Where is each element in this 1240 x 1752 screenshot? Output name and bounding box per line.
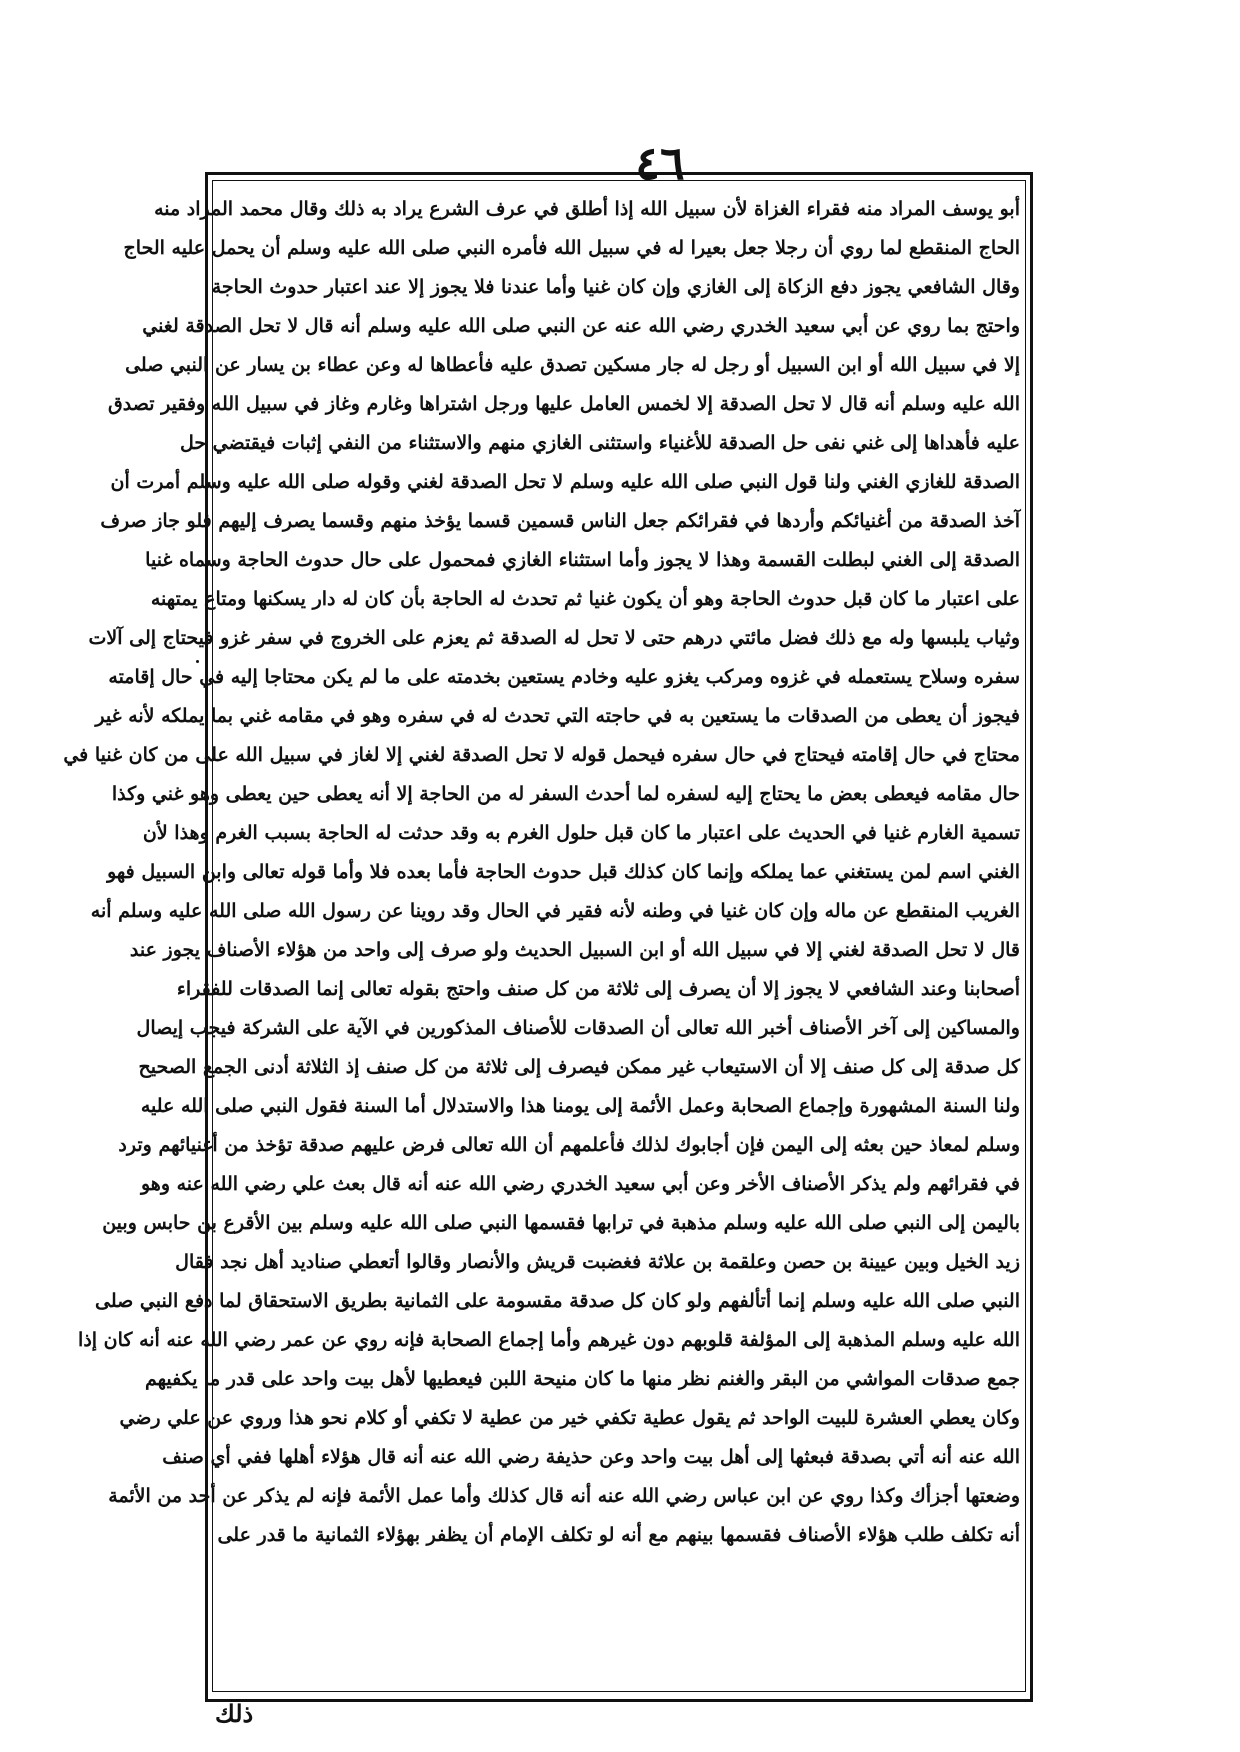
text-line: واحتج بما روي عن أبي سعيد الخدري رضي الله عنه عن النبي صلى الله عليه وسلم أنه قال لا تحل الصدقة لغني — [142, 315, 1020, 337]
text-line: وكان يعطي العشرة للبيت الواحد ثم يقول عطية تكفي خير من عطية لا تكفي أو كلام نحو هذا وروي عن علي رضي — [119, 1407, 1020, 1429]
text-line: فيجوز أن يعطى من الصدقات ما يستعين به في حاجته التي تحدث له في سفره وهو في مقامه غني بما يملكه لأنه غير — [95, 705, 1020, 727]
text-line: زيد الخيل وبين عيينة بن حصن وعلقمة بن علاثة فغضبت قريش والأنصار وقالوا أتعطي صناديد أهل نجد فقال — [175, 1251, 1020, 1273]
catchword: ذلك — [215, 1699, 254, 1728]
text-line: ولنا السنة المشهورة وإجماع الصحابة وعمل الأئمة إلى يومنا هذا والاستدلال أما السنة فقول النبي صلى الله عليه — [140, 1095, 1020, 1117]
text-line: وثياب يلبسها وله مع ذلك فضل مائتي درهم حتى لا تحل له الصدقة ثم يعزم على الخروج في سفر غزو فيحتاج إلى آلات — [88, 627, 1020, 649]
text-line: الغريب المنقطع عن ماله وإن كان غنيا في وطنه لأنه فقير في الحال وقد روينا عن رسول الله صلى الله عليه وسلم أنه — [90, 900, 1020, 922]
text-line: وقال الشافعي يجوز دفع الزكاة إلى الغازي وإن كان غنيا وأما عندنا فلا يجوز إلا عند اعتبار حدوث الحاجة — [211, 276, 1020, 298]
text-line: إلا في سبيل الله أو ابن السبيل أو رجل له جار مسكين تصدق عليه فأعطاها له وعن عطاء بن يسار عن النبي صلى — [125, 354, 1020, 376]
text-line: الحاج المنقطع لما روي أن رجلا جعل بعيرا له في سبيل الله فأمره النبي صلى الله عليه وسلم أن يحمل عليه الحاج — [123, 237, 1020, 259]
text-line: سفره وسلاح يستعمله في غزوه ومركب يغزو عليه وخادم يستعين بخدمته على ما لم يكن محتاجا إليه في حال إقامته — [108, 666, 1020, 688]
text-line: الصدقة إلى الغني لبطلت القسمة وهذا لا يجوز وأما استثناء الغازي فمحمول على حال حدوث الحاجة وسماه غنيا — [145, 549, 1020, 571]
text-line: كل صدقة إلى كل صنف إلا أن الاستيعاب غير ممكن فيصرف إلى ثلاثة من كل صنف إذ الثلاثة أدنى الجمع الصحيح — [138, 1056, 1020, 1078]
text-line: على اعتبار ما كان قبل حدوث الحاجة وهو أن يكون غنيا ثم تحدث له الحاجة بأن كان له دار يسكنها ومتاع يمتهنه — [150, 588, 1020, 610]
text-line: الله عليه وسلم المذهبة إلى المؤلفة قلوبهم دون غيرهم وأما إجماع الصحابة فإنه روي عن عمر رضي الله عنه أنه كان إذا — [78, 1329, 1020, 1351]
text-line: حال مقامه فيعطى بعض ما يحتاج إليه لسفره لما أحدث السفر له من الحاجة إلا أنه يعطى حين يعطى وهو غني وكذا — [111, 783, 1020, 805]
text-line: جمع صدقات المواشي من البقر والغنم نظر منها ما كان منيحة اللبن فيعطيها لأهل بيت واحد على قدر ما يكفيهم — [145, 1368, 1020, 1390]
page-number: ٤٦ — [635, 136, 685, 190]
text-line: والمساكين إلى آخر الأصناف أخبر الله تعالى أن الصدقات للأصناف المذكورين في الآية على الشركة فيجب إيصال — [136, 1017, 1020, 1039]
text-line: أصحابنا وعند الشافعي لا يجوز إلا أن يصرف إلى ثلاثة من كل صنف واحتج بقوله تعالى إنما الصدقات للفقراء — [176, 978, 1020, 1000]
text-line: الله عنه أنه أتي بصدقة فبعثها إلى أهل بيت واحد وعن حذيفة رضي الله عنه أنه قال هؤلاء أهلها ففي أي صنف — [162, 1446, 1020, 1468]
main-text-block — [63, 190, 1020, 1690]
text-line: قال لا تحل الصدقة لغني إلا في سبيل الله أو ابن السبيل الحديث ولو صرف إلى واحد من هؤلاء الأصناف يجوز عند — [129, 939, 1020, 961]
text-line: وسلم لمعاذ حين بعثه إلى اليمن فإن أجابوك لذلك فأعلمهم أن الله تعالى فرض عليهم صدقة تؤخذ من أغنيائهم وترد — [118, 1134, 1020, 1156]
margin-mark — [196, 660, 199, 663]
text-line: الله عليه وسلم أنه قال لا تحل الصدقة إلا لخمس العامل عليها ورجل اشتراها وغارم وغاز في سبيل الله وفقير تصدق — [108, 393, 1020, 415]
text-line: الصدقة للغازي الغني ولنا قول النبي صلى الله عليه وسلم لا تحل الصدقة لغني وقوله صلى الله عليه وسلم أمرت أن — [110, 471, 1020, 493]
text-line: الغني اسم لمن يستغني عما يملكه وإنما كان كذلك قبل حدوث الحاجة فأما بعده فلا وأما قوله تعالى وابن السبيل فهو — [107, 861, 1020, 883]
text-line: آخذ الصدقة من أغنيائكم وأردها في فقرائكم جعل الناس قسمين قسما يؤخذ منهم وقسما يصرف إليهم فلو جاز صرف — [100, 510, 1020, 532]
text-line: في فقرائهم ولم يذكر الأصناف الأخر وعن أبي سعيد الخدري رضي الله عنه أنه قال بعث علي رضي الله عنه وهو — [140, 1173, 1020, 1195]
text-line: أنه تكلف طلب هؤلاء الأصناف فقسمها بينهم مع أنه لو تكلف الإمام أن يظفر بهؤلاء الثمانية ما قدر على — [217, 1524, 1020, 1546]
text-line: أبو يوسف المراد منه فقراء الغزاة لأن سبيل الله إذا أطلق في عرف الشرع يراد به ذلك وقال محمد المراد منه — [154, 198, 1020, 220]
text-line: محتاج في حال إقامته فيحتاج في حال سفره فيحمل قوله لا تحل الصدقة لغني إلا لغاز في سبيل الله على من كان غنيا في — [63, 744, 1020, 766]
text-line: عليه فأهداها إلى غني نفى حل الصدقة للأغنياء واستثنى الغازي منهم والاستثناء من النفي إثبات فيقتضي حل — [179, 432, 1020, 454]
text-line: وضعتها أجزأك وكذا روي عن ابن عباس رضي الله عنه أنه قال كذلك وأما عمل الأئمة فإنه لم يذكر عن أحد من الأئمة — [108, 1485, 1020, 1507]
text-line: النبي صلى الله عليه وسلم إنما أتألفهم ولو كان كل صدقة مقسومة على الثمانية بطريق الاستحقاق لما دفع النبي صلى — [95, 1290, 1020, 1312]
text-line: باليمن إلى النبي صلى الله عليه وسلم مذهبة في ترابها فقسمها النبي صلى الله عليه وسلم بين الأقرع بن حابس وبين — [102, 1212, 1020, 1234]
text-line: تسمية الغارم غنيا في الحديث على اعتبار ما كان قبل حلول الغرم به وقد حدثت له الحاجة بسبب الغرم وهذا لأن — [142, 822, 1020, 844]
